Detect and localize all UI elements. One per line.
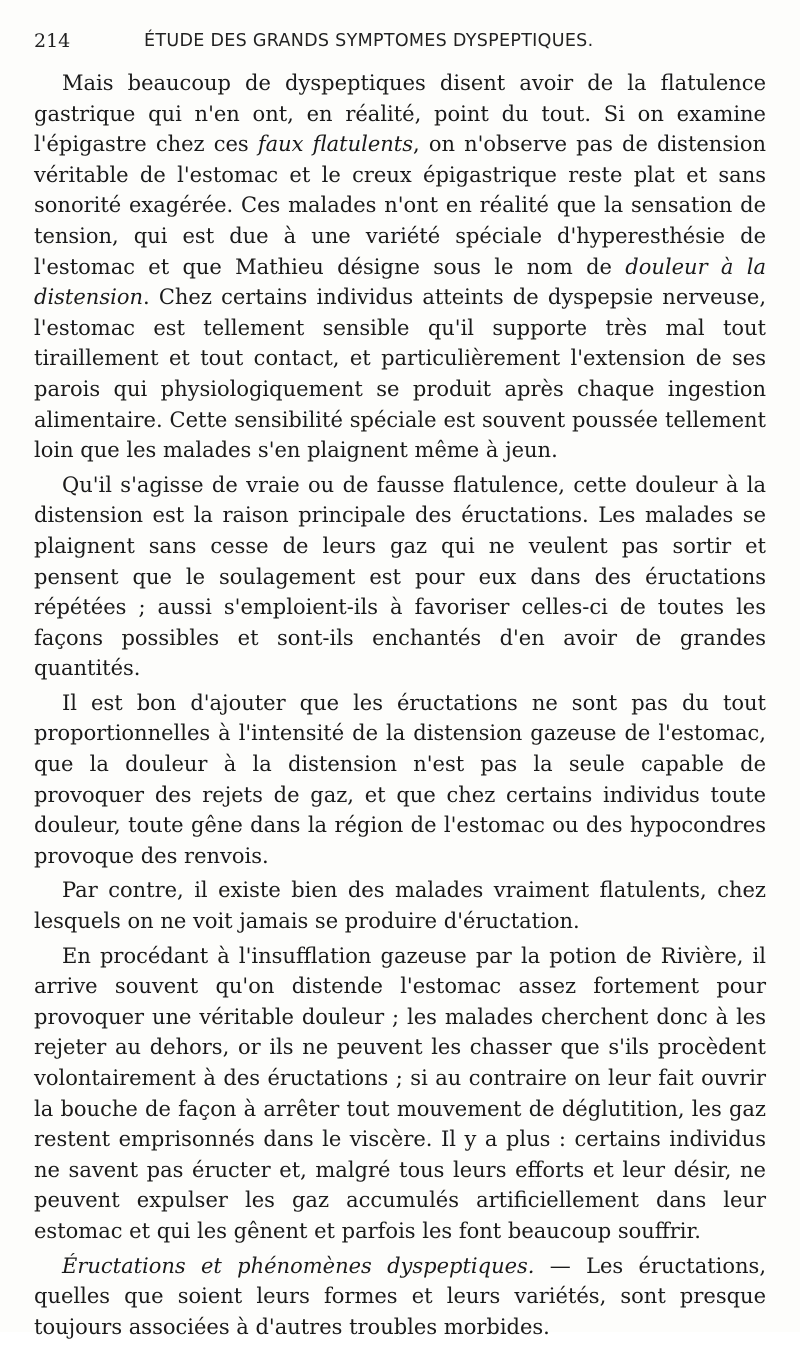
running-title: ÉTUDE DES GRANDS SYMPTOMES DYSPEPTIQUES. bbox=[144, 31, 594, 51]
page-header bbox=[34, 30, 764, 60]
paragraph-1 bbox=[34, 68, 766, 466]
paragraph-3: Il est bon d'ajouter que les éructations ne sont pas du tout proportionnelles à l'intensité de la distension gazeuse de l'estomac, que la douleur à la distension n'est pas la seule capable de provoquer des rejets de gaz, et que chez certains individus toute douleur, toute gêne dans la région de l'estomac ou des hypocondres provoque des renvois. bbox=[34, 690, 766, 868]
paragraph-5: En procédant à l'insufflation gazeuse par la potion de Rivière, il arrive souvent qu'on distende l'estomac assez fortement pour provoquer une véritable douleur ; les malades cherchent donc à les rejeter au dehors, or ils ne peuvent les chasser que s'ils procèdent volontairement à des éructations ; si au contraire on leur fait ouvrir la bouche de façon à arrêter tout mouvement de déglutition, les gaz restent emprisonnés dans le viscère. Il y a plus : certains individus ne savent pas éructer et, malgré tous leurs efforts et leur désir, ne peuvent expulser les gaz accumulés artificiellement dans leur estomac et qui les gênent et parfois les font beaucoup souffrir. bbox=[34, 943, 766, 1243]
section-heading: Éructations et phénomènes dyspeptiques. bbox=[62, 1253, 535, 1278]
paragraph-1-text-c: . Chez certains individus atteints de dyspepsie nerveuse, l'estomac est tellement sensible qu'il supporte très mal tout tiraillement et tout contact, et particulièrement l'extension de ses parois qui physiologiquement se produit après chaque ingestion alimentaire. Cette sensibilité spéciale est souvent poussée tellement loin que les malades s'en plaignent même à jeun. bbox=[34, 285, 766, 463]
body-text bbox=[34, 68, 766, 1346]
italic-term-douleur-distension: douleur à la distension bbox=[34, 254, 766, 310]
paragraph-4: Par contre, il existe bien des malades vraiment flatulents, chez lesquels on ne voit jamais se produire d'éructation. bbox=[34, 878, 766, 934]
italic-term-faux-flatulents: faux flatulents bbox=[257, 132, 414, 157]
paragraph-2: Qu'il s'agisse de vraie ou de fausse flatulence, cette douleur à la distension est la raison principale des éructations. Les malades se plaignent sans cesse de leurs gaz qui ne veulent pas sortir et pensent que le soulagement est pour eux dans des éructations répétées ; aussi s'emploient-ils à favoriser celles-ci de toutes les façons possibles et sont-ils enchantés d'en avoir de grandes quantités. bbox=[34, 472, 766, 681]
page-number: 214 bbox=[34, 30, 71, 52]
paragraph-1-text-a: Mais beaucoup de dyspeptiques disent avoir de la flatulence gastrique qui n'en ont, en réalité, point du tout. Si on examine l'épigastre chez ces bbox=[34, 71, 766, 157]
paragraph-1-text-b: , on n'observe pas de distension véritable de l'estomac et le creux épigastrique reste plat et sans sonorité exagérée. Ces malades n'ont en réalité que la sensation de tension, qui est due à une variété spéciale d'hyperesthésie de l'estomac et que Mathieu désigne sous le nom de bbox=[34, 132, 766, 279]
paragraph-6 bbox=[34, 1251, 766, 1343]
paragraph-6-text: — Les éructations, quelles que soient leurs formes et leurs variétés, sont presque toujours associées à d'autres troubles morbides. bbox=[34, 1253, 766, 1339]
